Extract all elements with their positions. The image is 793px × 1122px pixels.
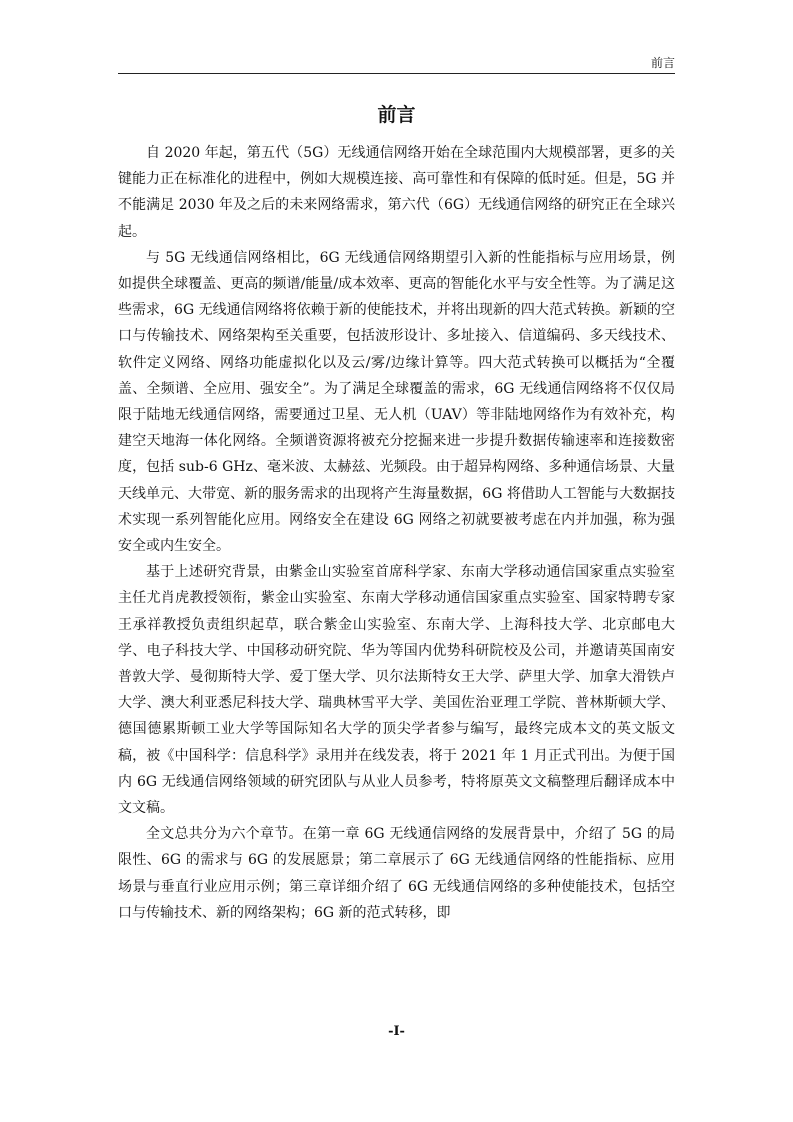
paragraph-3: 基于上述研究背景，由紫金山实验室首席科学家、东南大学移动通信国家重点实验室主任尤肖虎教授领衔，紫金山实验室、东南大学移动通信国家重点实验室、国家特聘专家王承祥教授负责组织起草，联合紫金山实验室、东南大学、上海科技大学、北京邮电大学、电子科技大学、中国移动研究院、华为等国内优势科研院校及公司，并邀请英国南安普敦大学、曼彻斯特大学、爱丁堡大学、贝尔法斯特女王大学、萨里大学、加拿大滑铁卢大学、澳大利亚悉尼科技大学、瑞典林雪平大学、美国佐治亚理工学院、普林斯顿大学、德国德累斯顿工业大学等国际知名大学的顶尖学者参与编写，最终完成本文的英文版文稿，被《中国科学：信息科学》录用并在线发表，将于 2021 年 1 月正式刊出。为便于国内 6G 无线通信网络领域的研究团队与从业人员参考，特将原英文文稿整理后翻译成本中文文稿。 (118, 564, 675, 817)
body-text (118, 140, 675, 926)
page-title: 前言 (377, 104, 416, 126)
paragraph-4: 全文总共分为六个章节。在第一章 6G 无线通信网络的发展背景中，介绍了 5G 的局限性、6G 的需求与 6G 的发展愿景；第二章展示了 6G 无线通信网络的性能指标、应用场景与垂直行业应用示例；第三章详细介绍了 6G 无线通信网络的多种使能技术，包括空口与传输技术、新的网络架构；6G 新的范式转移，即 (118, 826, 675, 921)
paragraph-2: 与 5G 无线通信网络相比，6G 无线通信网络期望引入新的性能指标与应用场景，例如提供全球覆盖、更高的频谱/能量/成本效率、更高的智能化水平与安全性等。为了满足这些需求，6G 无线通信网络将依赖于新的使能技术，并将出现新的四大范式转换。新颖的空口与传输技术、网络架构至关重要，包括波形设计、多址接入、信道编码、多天线技术、软件定义网络、网络功能虚拟化以及云/雾/边缘计算等。四大范式转换可以概括为“全覆盖、全频谱、全应用、强安全”。为了满足全球覆盖的需求，6G 无线通信网络将不仅仅局限于陆地无线通信网络，需要通过卫星、无人机（UAV）等非陆地网络作为有效补充，构建空天地海一体化网络。全频谱资源将被充分挖掘来进一步提升数据传输速率和连接数密度，包括 sub-6 GHz、毫米波、太赫兹、光频段。由于超异构网络、多种通信场景、大量天线单元、大带宽、新的服务需求的出现将产生海量数据，6G 将借助人工智能与大数据技术实现一系列智能化应用。网络安全在建设 6G 网络之初就要被考虑在内并加强，称为强安全或内生安全。 (118, 249, 675, 555)
header-rule (118, 73, 675, 74)
paragraph-1: 自 2020 年起，第五代（5G）无线通信网络开始在全球范围内大规模部署，更多的关键能力正在标准化的进程中，例如大规模连接、高可靠性和有保障的低时延。但是，5G 并不能满足 2030 年及之后的未来网络需求，第六代（6G）无线通信网络的研究正在全球兴起。 (118, 145, 675, 240)
page-number: -I- (388, 1024, 405, 1039)
running-header (118, 54, 675, 74)
running-header-title: 前言 (650, 56, 675, 70)
